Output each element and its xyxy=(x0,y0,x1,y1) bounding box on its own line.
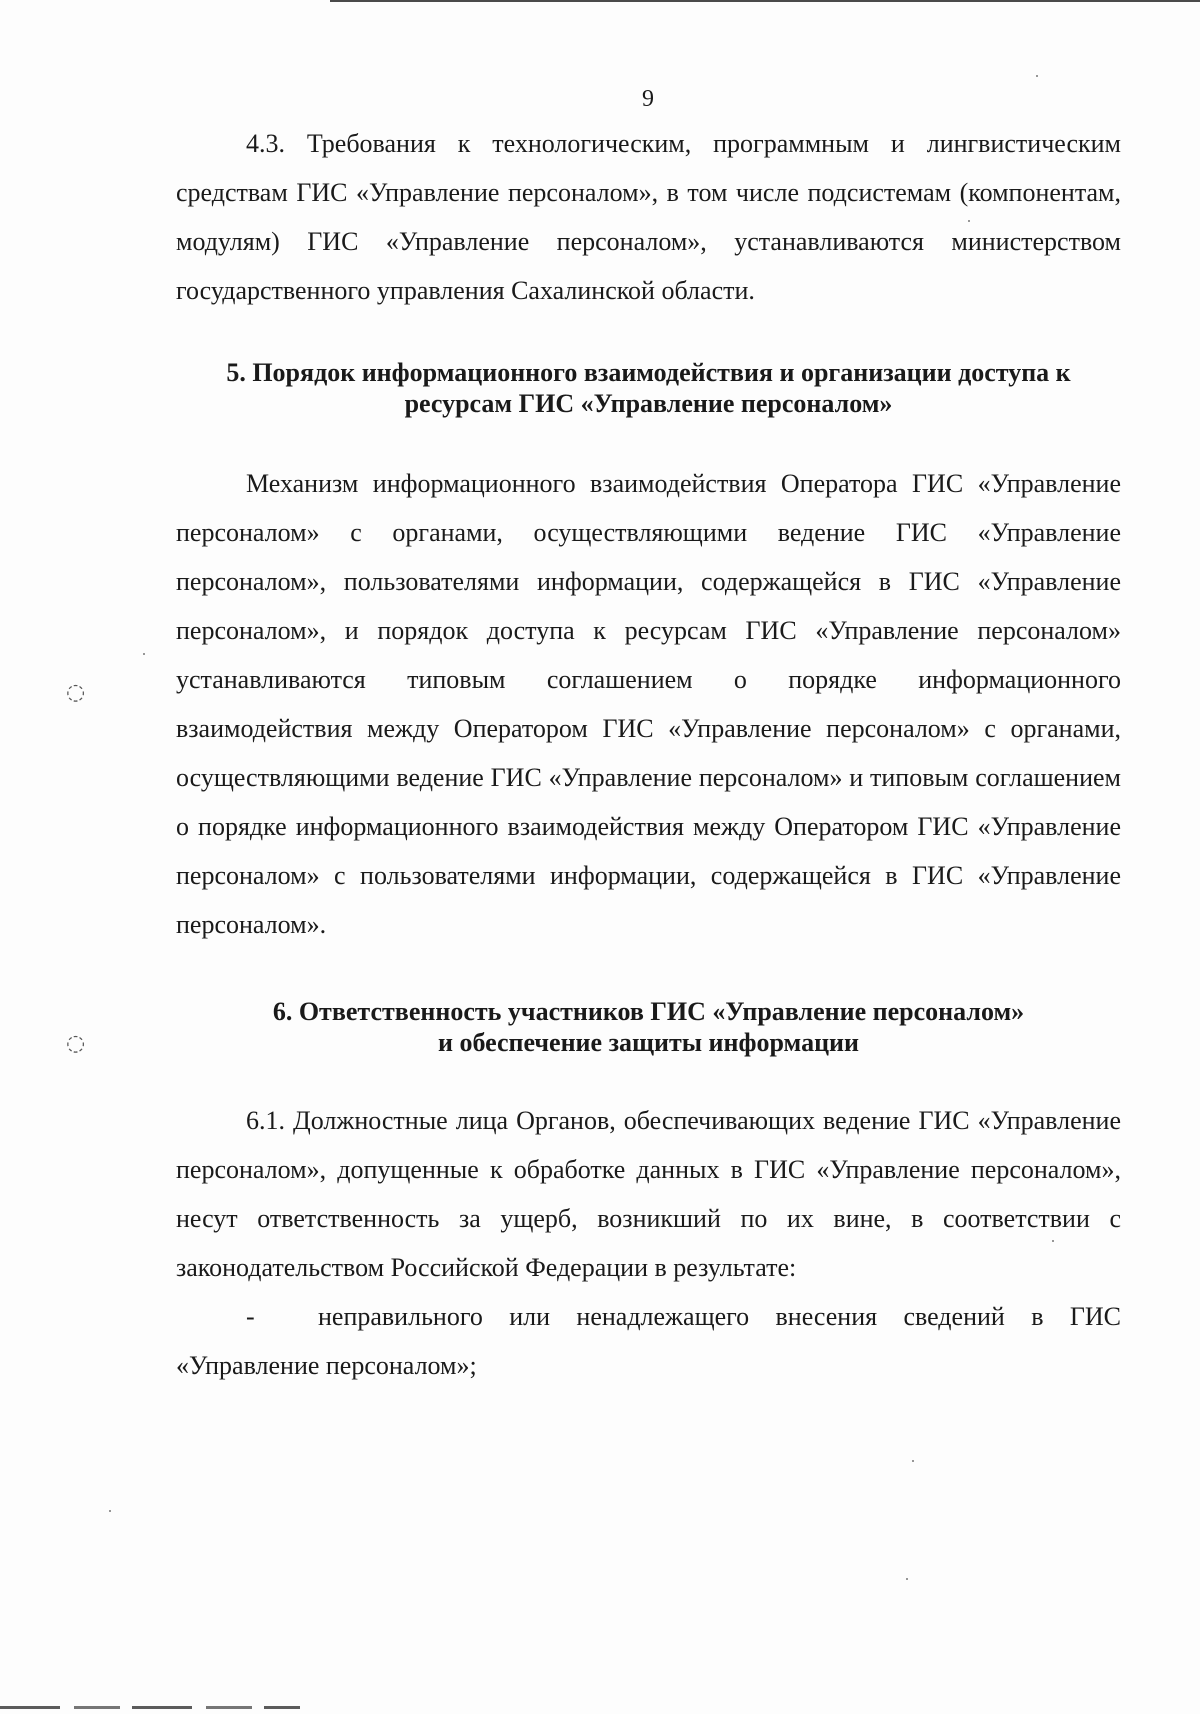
section-5-heading xyxy=(176,357,1121,419)
scan-speck xyxy=(906,1578,908,1580)
scan-artifact-bottom-line xyxy=(0,1706,300,1709)
scan-speck xyxy=(1036,75,1038,77)
scan-artifact-top-line xyxy=(330,0,1200,2)
section-6-heading xyxy=(176,996,1121,1058)
list-item-text: неправильного или ненадлежащего внесения сведений в ГИС «Управление персоналом»; xyxy=(176,1302,1121,1380)
scan-speck xyxy=(968,220,970,222)
paragraph-4-3: 4.3. Требования к технологическим, программным и лингвистическим средствам ГИС «Управление персоналом», в том числе подсистемам (компонентам, модулям) ГИС «Управление персоналом», устанавливаются министерством государственного управления Сахалинской области. xyxy=(176,129,1121,305)
scan-speck xyxy=(143,653,145,655)
punch-hole-mark-icon: ◌ xyxy=(66,1031,86,1056)
page-number: 9 xyxy=(642,86,654,112)
scan-speck xyxy=(1052,1240,1054,1242)
scan-speck xyxy=(109,1510,111,1512)
section-5-heading-line-2: ресурсам ГИС «Управление персоналом» xyxy=(404,389,893,418)
section-5-heading-line-1: 5. Порядок информационного взаимодействия и организации доступа к xyxy=(226,358,1071,387)
scan-speck xyxy=(912,1460,914,1462)
punch-hole-mark-icon: ◌ xyxy=(66,680,86,705)
section-5-body: Механизм информационного взаимодействия Оператора ГИС «Управление персоналом» с органами, осуществляющими ведение ГИС «Управление персоналом», пользователями информации, содержащейся в ГИС «Управление персоналом», и порядок доступа к ресурсам ГИС «Управление персоналом» устанавливаются типовым соглашением о порядке информационного взаимодействия между Оператором ГИС «Управление персоналом» с органами, осуществляющими ведение ГИС «Управление персоналом» и типовым соглашением о порядке информационного взаимодействия между Оператором ГИС «Управление персоналом» с пользователями информации, содержащейся в ГИС «Управление персоналом». xyxy=(176,469,1121,939)
list-item xyxy=(176,1292,1121,1390)
section-6-heading-line-2: и обеспечение защиты информации xyxy=(437,1028,860,1057)
section-6-heading-line-1: 6. Ответственность участников ГИС «Управление персоналом» xyxy=(272,997,1025,1026)
list-item-marker: - xyxy=(246,1302,255,1331)
paragraph-6-1: 6.1. Должностные лица Органов, обеспечивающих ведение ГИС «Управление персоналом», допущенные к обработке данных в ГИС «Управление персоналом», несут ответственность за ущерб, возникший по их вине, в соответствии с законодательством Российской Федерации в результате: xyxy=(176,1106,1121,1282)
document-body xyxy=(176,119,1121,1390)
